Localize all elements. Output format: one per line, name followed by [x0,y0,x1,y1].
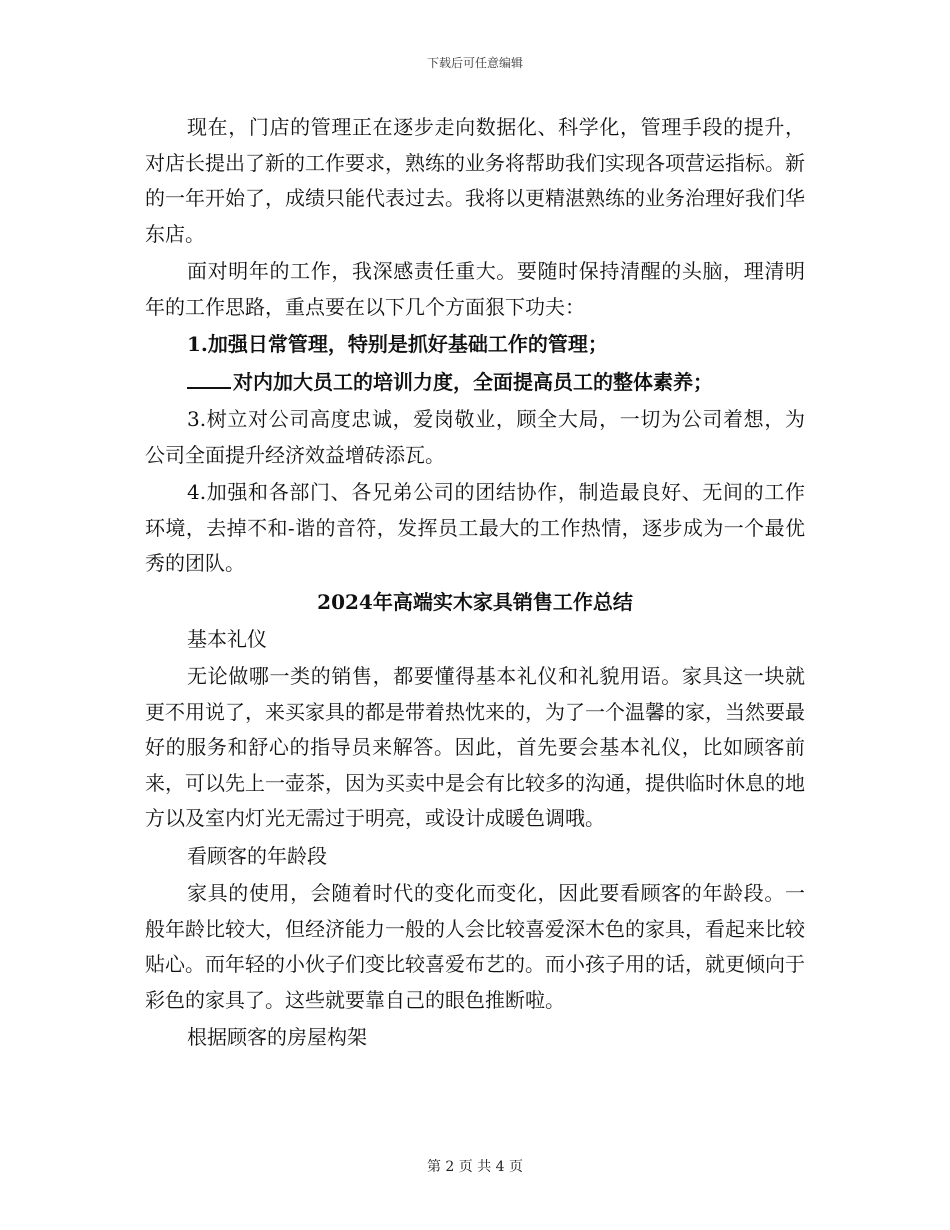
subheading-etiquette: 基本礼仪 [187,626,267,651]
blank-underline [187,367,231,389]
list-item-1: 1.加强日常管理，特别是抓好基础工作的管理； [187,332,608,356]
paragraph: 现在，门店的管理正在逐步走向数据化、科学化，管理手段的提升，对店长提出了新的工作要求，熟练的业务将帮助我们实现各项营运指标。新的一年开始了，成绩只能代表过去。我将以更精湛熟练的业务治理好我们华东店。 [145,115,805,246]
list-item-2-text: 对内加大员工的培训力度，全面提高员工的整体素养； [233,369,713,394]
list-item-4: 4.加强和各部门、各兄弟公司的团结协作，制造最良好、无间的工作环境，去掉不和-谐的音符，发挥员工最大的工作热情，逐步成为一个最优秀的团队。 [145,480,805,575]
page-number: 第 2 页 共 4 页 [426,1159,524,1175]
paragraph: 家具的使用，会随着时代的变化而变化，因此要看顾客的年龄段。一般年龄比较大，但经济能力一般的人会比较喜爱深木色的家具，看起来比较贴心。而年轻的小伙子们变比较喜爱布艺的。而小孩子用的话，就更倾向于彩色的家具了。这些就要靠自己的眼色推断啦。 [145,881,805,1012]
list-item-3: 3.树立对公司高度忠诚，爱岗敬业，顾全大局，一切为公司着想，为公司全面提升经济效益增砖添瓦。 [145,407,805,467]
list-item-2 [145,365,805,401]
section-title: 2024年高端实木家具销售工作总结 [317,589,633,614]
paragraph: 面对明年的工作，我深感责任重大。要随时保持清醒的头脑，理清明年的工作思路，重点要在以下几个方面狠下功夫： [145,259,805,319]
page-header-note: 下载后可任意编辑 [426,56,523,70]
paragraph: 无论做哪一类的销售，都要懂得基本礼仪和礼貌用语。家具这一块就更不用说了，来买家具的都是带着热忱来的，为了一个温馨的家，当然要最好的服务和舒心的指导员来解答。因此，首先要会基本礼仪，比如顾客前来，可以先上一壶茶，因为买卖中是会有比较多的沟通，提供临时休息的地方以及室内灯光无需过于明亮，或设计成暖色调哦。 [145,664,805,830]
subheading-age-group: 看顾客的年龄段 [187,843,327,868]
document-body [145,110,805,1058]
subheading-house-structure: 根据顾客的房屋构架 [187,1025,367,1049]
